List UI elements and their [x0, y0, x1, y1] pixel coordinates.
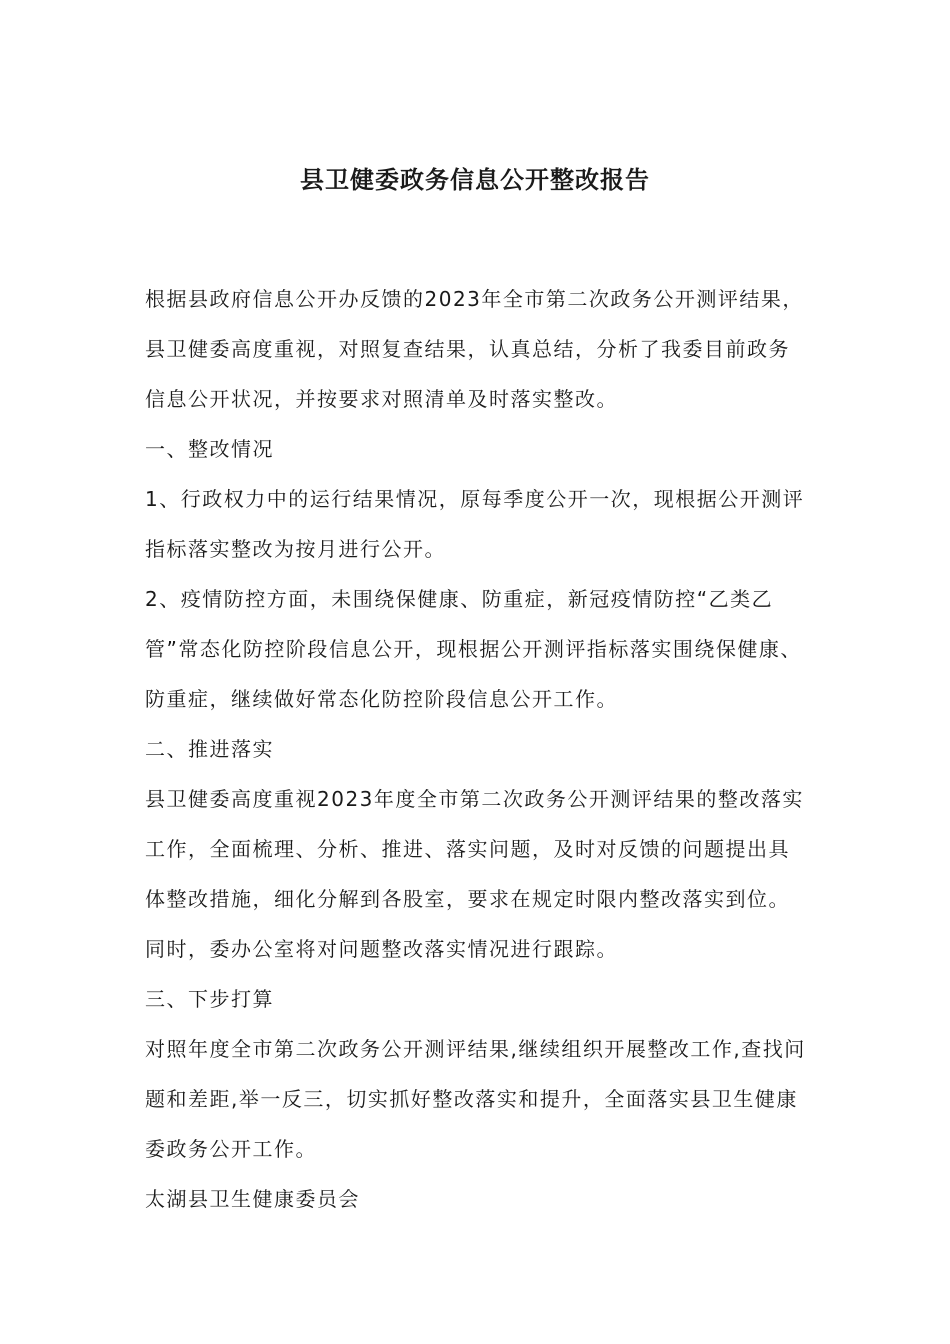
section-heading-next-steps: 三、下步打算	[145, 987, 274, 1011]
implementation-paragraph: 县卫健委高度重视2023年度全市第二次政务公开测评结果的整改落实工作，全面梳理、分析、推进、落实问题，及时对反馈的问题提出具体整改措施，细化分解到各股室，要求在规定时限内整改落实到位。同时，委办公室将对问题整改落实情况进行跟踪。	[145, 787, 804, 961]
section-heading-implementation: 二、推进落实	[145, 737, 274, 761]
document-body	[145, 274, 810, 1224]
signature-organization: 太湖县卫生健康委员会	[145, 1187, 360, 1211]
section-heading-rectification: 一、整改情况	[145, 437, 274, 461]
rectification-item-1: 1、行政权力中的运行结果情况，原每季度公开一次，现根据公开测评指标落实整改为按月进行公开。	[145, 487, 805, 561]
document-title: 县卫健委政务信息公开整改报告	[300, 166, 650, 194]
next-steps-paragraph: 对照年度全市第二次政务公开测评结果,继续组织开展整改工作,查找问题和差距,举一反三，切实抓好整改落实和提升，全面落实县卫生健康委政务公开工作。	[145, 1037, 806, 1161]
rectification-item-2: 2、疫情防控方面，未围绕保健康、防重症，新冠疫情防控“乙类乙管”常态化防控阶段信息公开，现根据公开测评指标落实围绕保健康、防重症，继续做好常态化防控阶段信息公开工作。	[145, 587, 802, 711]
intro-paragraph: 根据县政府信息公开办反馈的2023年全市第二次政务公开测评结果，县卫健委高度重视，对照复查结果，认真总结，分析了我委目前政务信息公开状况，并按要求对照清单及时落实整改。	[145, 287, 804, 411]
